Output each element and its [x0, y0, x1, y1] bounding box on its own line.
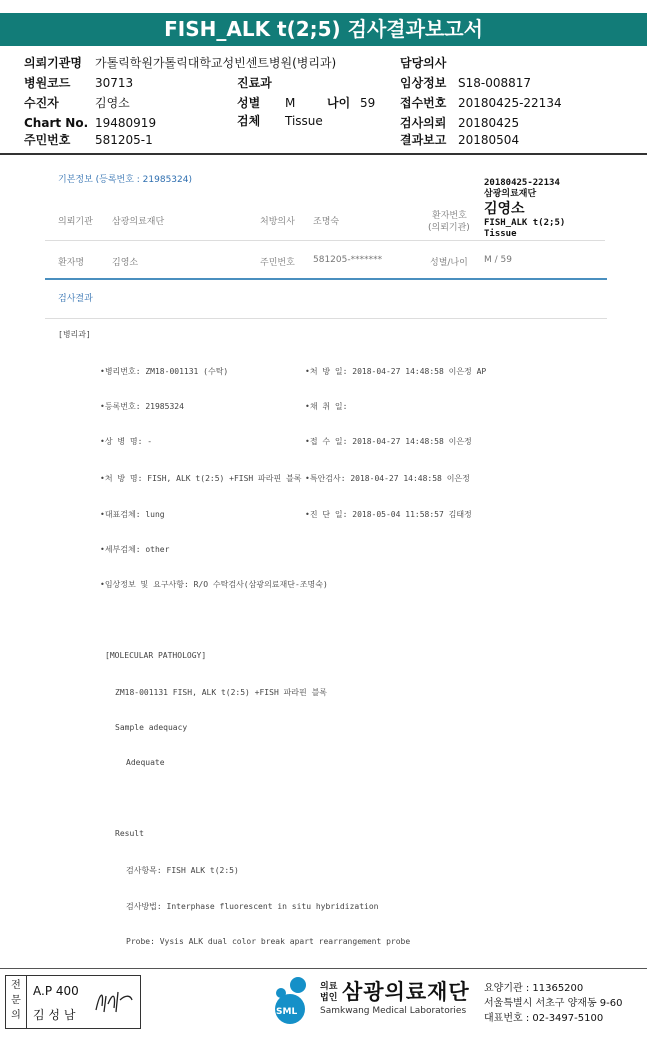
clinical-label: 임상정보 — [400, 76, 447, 90]
probe: Probe: Vysis ALK dual color break apart rearrangement probe — [126, 937, 411, 946]
field-special: •특안검사: 2018-04-27 14:48:58 이은정 — [305, 474, 470, 483]
sex-value: M — [285, 96, 296, 110]
scan-row-divider — [45, 240, 605, 241]
report-title: FISH_ALK t(2;5) 검사결과보고서 — [0, 13, 647, 46]
corp-line2: 법인 — [320, 993, 338, 1003]
rrn-label: 주민번호 — [24, 133, 71, 147]
adequate: Adequate — [126, 758, 165, 767]
clinical-value: S18-008817 — [458, 76, 532, 90]
header-divider — [0, 153, 647, 155]
ap-number: A.P 400 — [33, 984, 79, 998]
dept-label: 진료과 — [237, 76, 272, 90]
corp-line1: 의료 — [320, 982, 338, 992]
scan-inst-value: 삼광의료재단 — [112, 217, 165, 227]
request-label: 검사의뢰 — [400, 116, 447, 130]
sml-logo-text: SML — [276, 1007, 298, 1017]
mp-line: ZM18-001131 FISH, ALK t(2:5) +FISH 파라핀 블록 — [115, 688, 328, 697]
address: 서울특별시 서초구 양재동 9-60 — [484, 998, 623, 1009]
stamp-receipt: 20180425-22134 — [484, 178, 560, 188]
field-receive-date: •접 수 일: 2018-04-27 14:48:58 이은정 — [305, 437, 472, 446]
scan-pno-sub: (의뢰기관) — [428, 223, 470, 233]
stamp-org: 삼광의료재단 — [484, 189, 537, 199]
age-value: 59 — [360, 96, 376, 110]
stamp-test: FISH_ALK t(2;5) — [484, 218, 566, 228]
field-presc-date: •처 방 일: 2018-04-27 14:48:58 이은정 AP — [305, 367, 487, 376]
institution-value: 가톨릭학원가톨릭대학교성빈센트병원(병리과) — [95, 56, 337, 70]
specimen-label: 검체 — [237, 114, 261, 128]
phone: 대표번호 : 02-3497-5100 — [484, 1013, 604, 1024]
basic-info: 기본정보 (등록번호 : 21985324) — [58, 175, 192, 185]
report-value: 20180504 — [458, 133, 520, 147]
stamp-patient-name: 김영소 — [484, 201, 525, 217]
brand-english: Samkwang Medical Laboratories — [320, 1006, 467, 1016]
test-item: 검사항목: FISH ALK t(2:5) — [126, 866, 239, 875]
scan-rrn-value: 581205-******* — [313, 255, 383, 265]
molecular-heading: [MOLECULAR PATHOLOGY] — [105, 651, 207, 660]
specialist-label: 전문의 — [11, 980, 21, 1021]
field-reg-no: •등록번호: 21985324 — [100, 402, 184, 411]
scan-pno-label: 환자번호 — [432, 211, 467, 221]
hospital-code-label: 병원코드 — [24, 76, 71, 90]
field-path-no: •병리번호: ZM18-001131 (수탁) — [100, 367, 229, 376]
footer-divider — [0, 968, 647, 969]
stamp-specimen: Tissue — [484, 229, 517, 239]
scan-name-label: 환자명 — [58, 258, 85, 268]
scan-name-value: 김영소 — [112, 258, 139, 268]
report-label: 결과보고 — [400, 133, 447, 147]
rrn-value: 581205-1 — [95, 133, 153, 147]
test-method: 검사방법: Interphase fluorescent in situ hybridization — [126, 902, 379, 911]
institution-code: 요양기관 : 11365200 — [484, 983, 584, 994]
doctor-label: 담당의사 — [400, 56, 447, 70]
field-detail-specimen: •세부검체: other — [100, 545, 170, 554]
field-disease: •상 병 명: - — [100, 437, 153, 446]
results-heading: 검사결과 — [58, 294, 93, 304]
result-heading: Result — [115, 829, 144, 838]
sample-adequacy: Sample adequacy — [115, 723, 188, 732]
field-diag-date: •진 단 일: 2018-05-04 11:58:57 김태정 — [305, 510, 472, 519]
field-rep-specimen: •대표검체: lung — [100, 510, 165, 519]
scan-doc-value: 조명숙 — [313, 217, 340, 227]
scan-blue-divider — [45, 278, 607, 280]
scan-rrn-label: 주민번호 — [260, 258, 295, 268]
hospital-code-value: 30713 — [95, 76, 134, 90]
scan-inst-label: 의뢰기관 — [58, 217, 93, 227]
sml-logo-icon — [268, 975, 316, 1025]
chart-value: 19480919 — [95, 116, 157, 130]
scan-doc-label: 처방의사 — [260, 217, 295, 227]
request-value: 20180425 — [458, 116, 520, 130]
patient-label: 수진자 — [24, 96, 59, 110]
institution-label: 의뢰기관명 — [24, 56, 82, 70]
scan-sexage-value: M / 59 — [484, 255, 512, 265]
sex-label: 성별 — [237, 96, 261, 110]
field-presc-name: •처 방 명: FISH, ALK t(2:5) +FISH 파라핀 블록 — [100, 474, 302, 483]
age-label: 나이 — [327, 96, 351, 110]
scan-sexage-label: 성별/나이 — [430, 258, 468, 268]
signature-box — [5, 975, 141, 1029]
specimen-stamp — [484, 178, 565, 240]
field-collect-date: •채 취 일: — [305, 402, 348, 411]
receipt-label: 접수번호 — [400, 96, 447, 110]
chart-label: Chart No. — [24, 116, 89, 130]
specimen-value: Tissue — [285, 114, 323, 128]
dept-tag: [병리과] — [58, 330, 91, 339]
receipt-value: 20180425-22134 — [458, 96, 562, 110]
patient-value: 김영소 — [95, 96, 130, 110]
brand-korean: 삼광의료재단 — [342, 980, 470, 1004]
scan-results-divider — [45, 318, 607, 319]
signature-icon — [92, 986, 136, 1016]
signer-name: 김 성 남 — [33, 1008, 76, 1022]
field-clinical-info: •임상정보 및 요구사항: R/O 수탁검사(삼광의료재단-조명숙) — [100, 580, 328, 589]
